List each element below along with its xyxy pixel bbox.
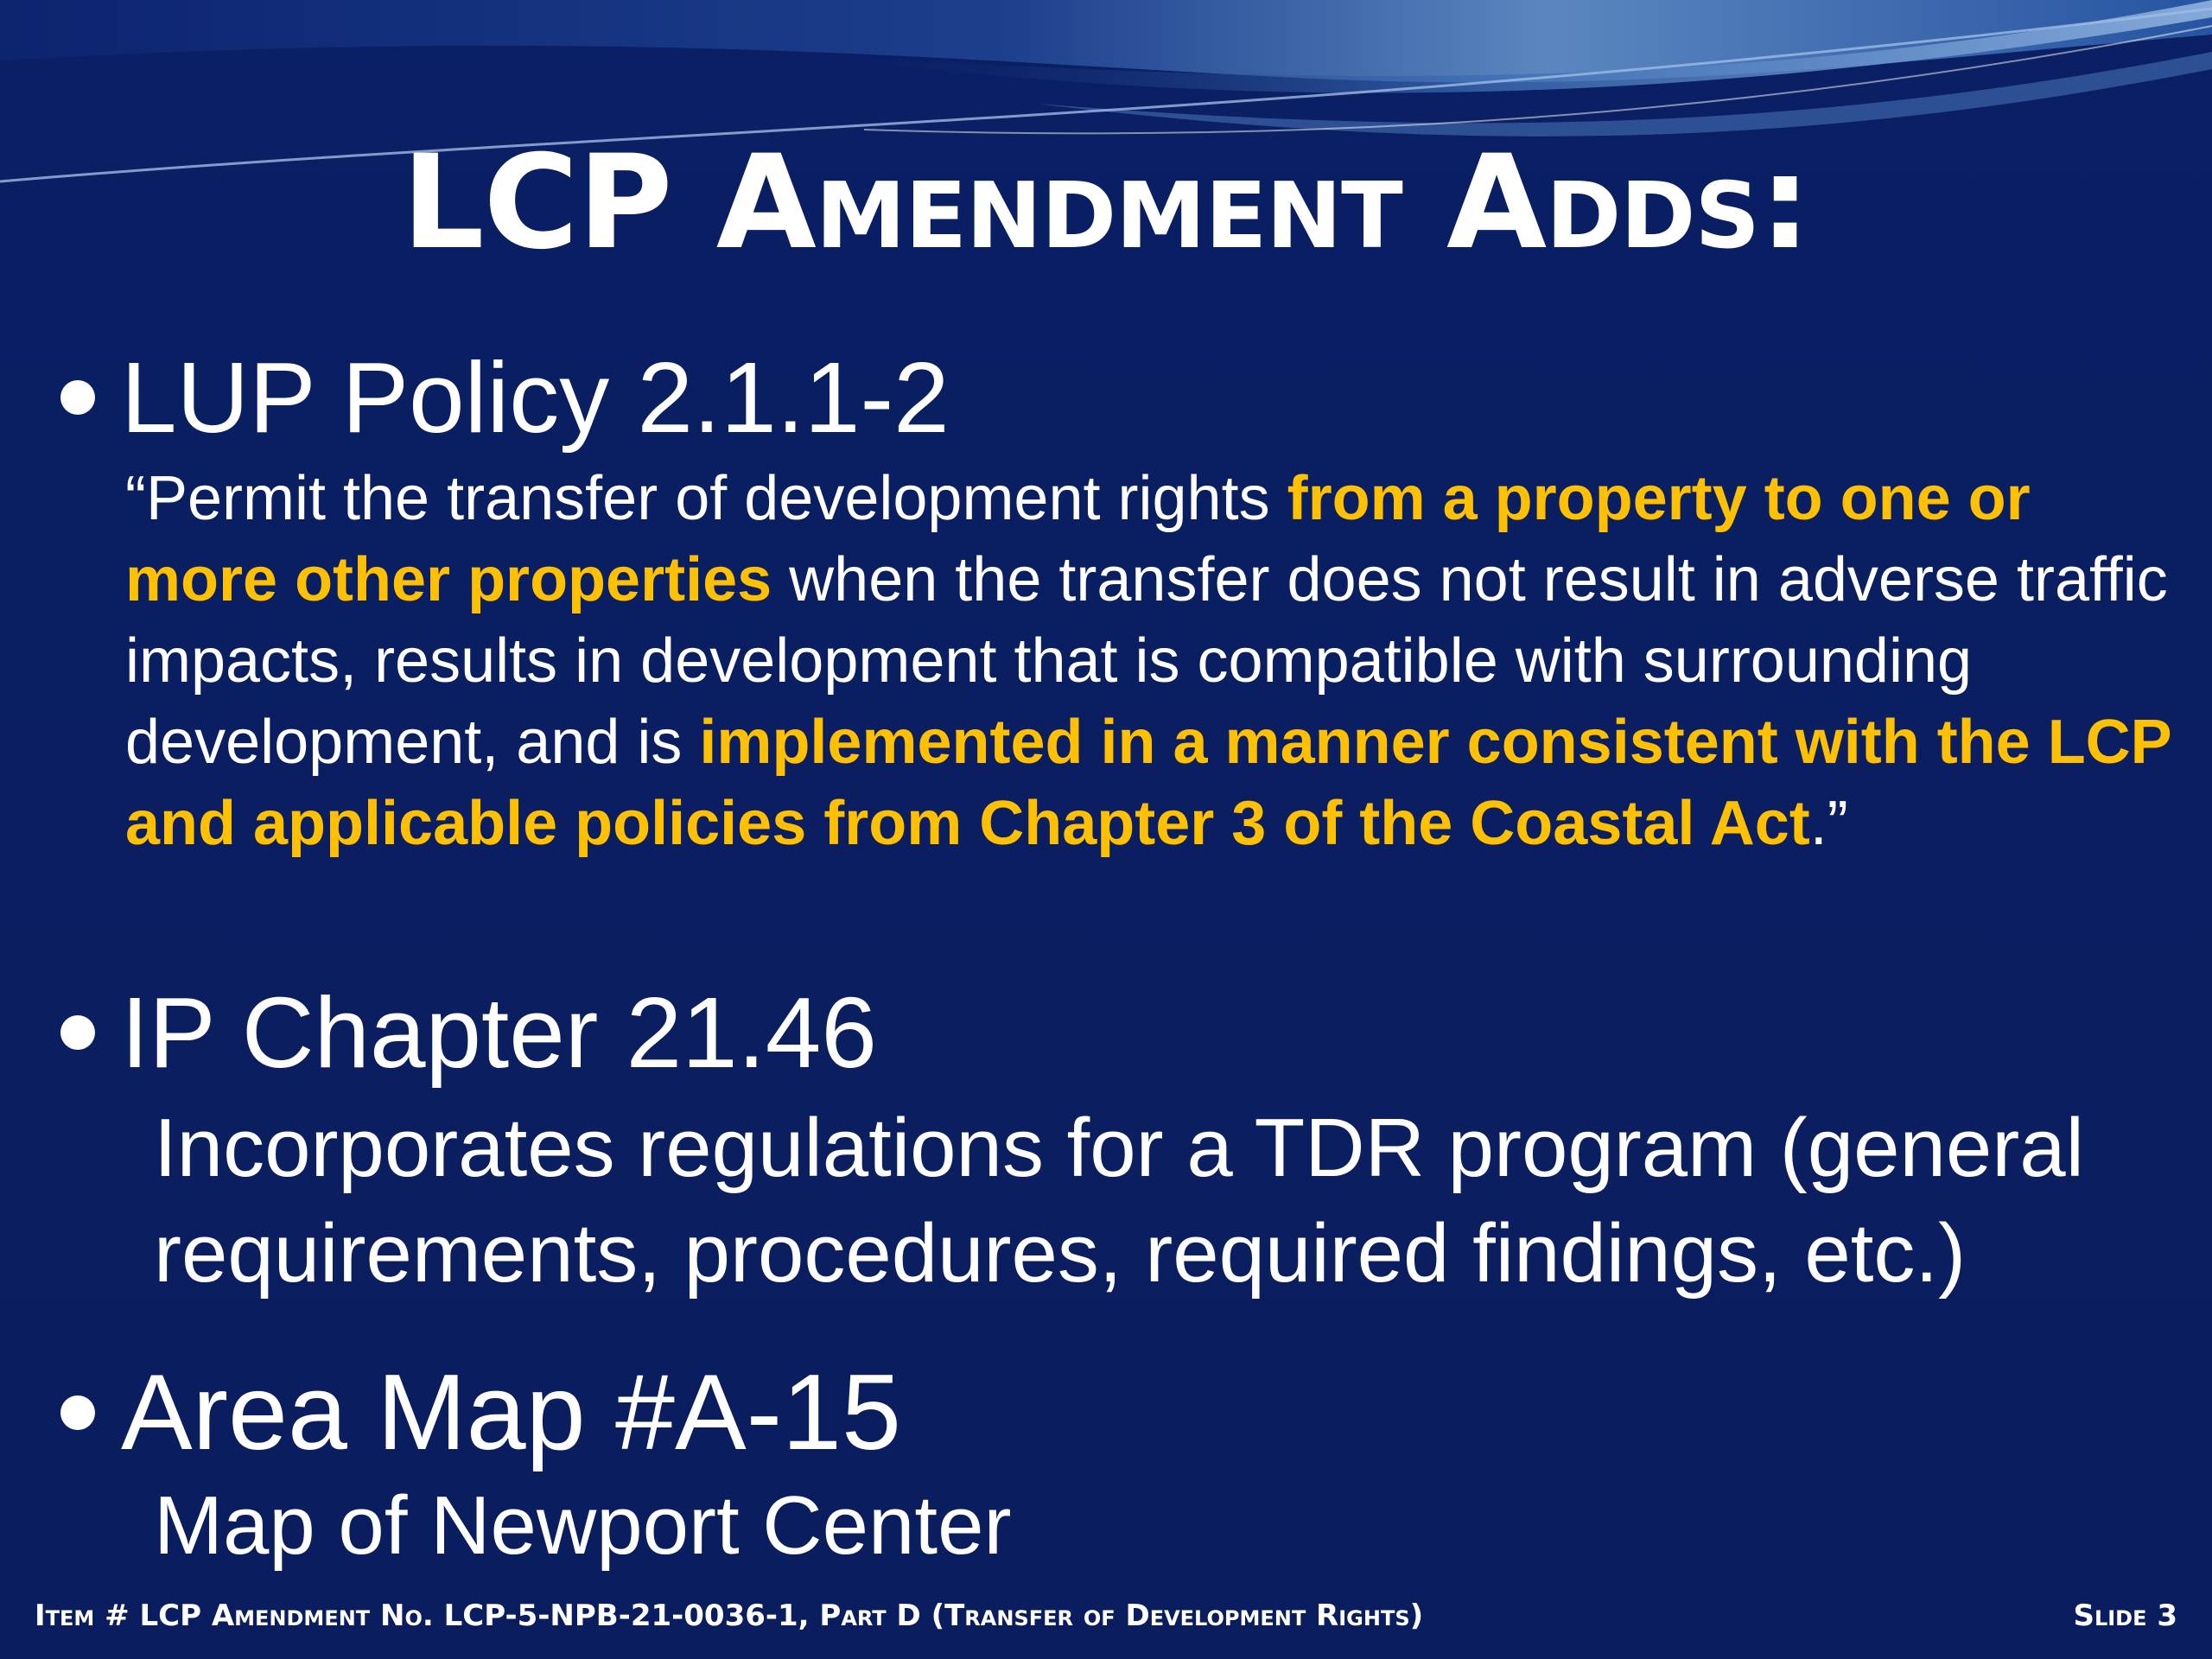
bullet-area-map — [60, 1352, 901, 1473]
quote-part: when the transfer does not result in adverse traffic impacts, results in development that is compatible with surrounding development, and is — [125, 545, 2168, 777]
quote-part: .” — [1809, 789, 1848, 858]
slide-title: LCP Amendment Adds: — [401, 128, 1811, 278]
bullet-lup-policy — [60, 341, 950, 454]
bullet-heading: IP Chapter 21.46 — [121, 976, 877, 1089]
quote-highlight: from a property to one or more other properties — [125, 464, 2031, 614]
bullet-ip-chapter — [60, 976, 877, 1089]
quote-highlight: implemented in a manner consistent with the LCP and applicable policies from Chapter 3 of the Coastal Act — [125, 708, 2171, 858]
area-map-description: Map of Newport Center — [154, 1479, 1012, 1572]
ip-chapter-description: Incorporates regulations for a TDR program (general requirements, procedures, required findings, etc.) — [154, 1102, 2084, 1300]
slide-footer — [35, 1597, 2177, 1635]
bullet-dot-icon — [60, 1015, 95, 1050]
footer-item-label: Item # LCP Amendment No. LCP-5-NPB-21-0036-1, Part D (Transfer of Development Rights) — [35, 1599, 1424, 1633]
quote-part: “Permit the transfer of development rights — [125, 464, 1287, 533]
policy-quote — [125, 458, 2173, 864]
bullet-heading: LUP Policy 2.1.1-2 — [121, 341, 950, 454]
bullet-dot-icon — [60, 380, 95, 415]
bullet-dot-icon — [60, 1395, 95, 1430]
slide-number: Slide 3 — [2073, 1599, 2177, 1633]
bullet-heading: Area Map #A-15 — [121, 1353, 901, 1472]
